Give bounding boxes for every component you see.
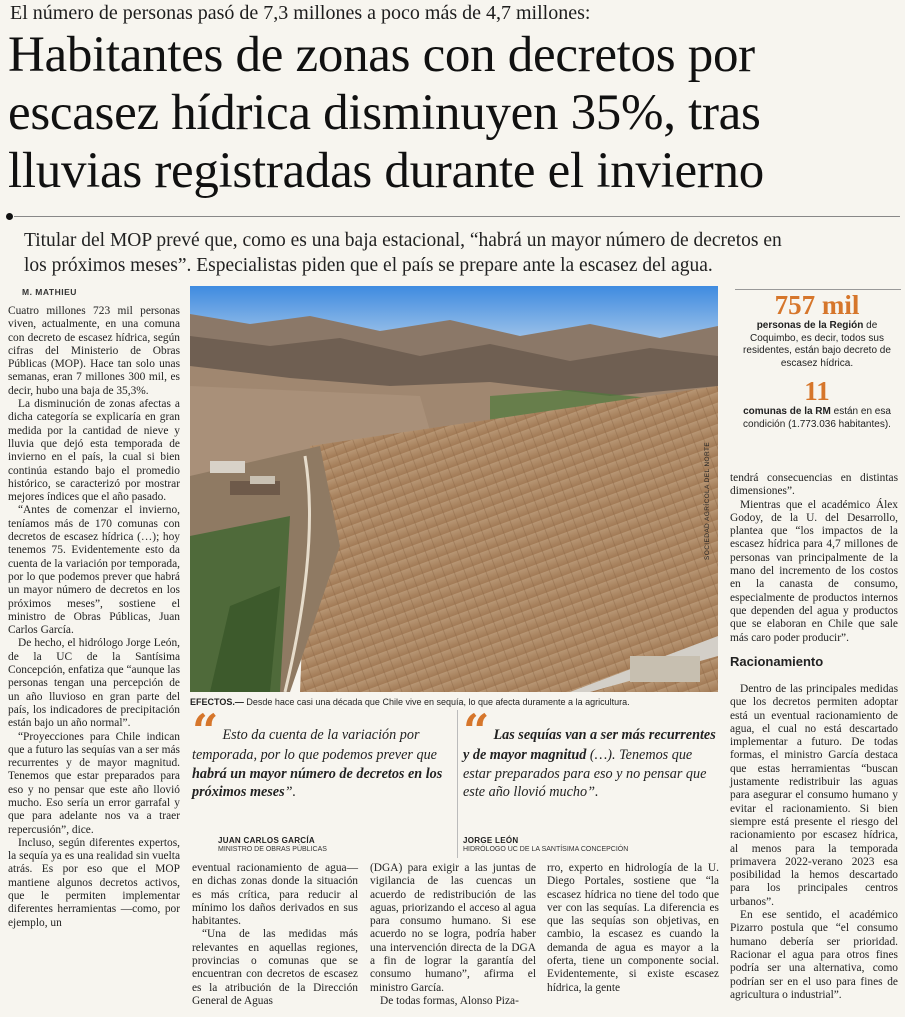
- bullet-dot: [6, 213, 13, 220]
- fact-text: de Coquimbo, es decir, todos sus residentes, están bajo decreto de escasez hídrica.: [743, 320, 891, 369]
- quote-text-bold: habrá un mayor número de decretos en los próximos meses: [192, 765, 443, 801]
- paragraph: Cuatro millones 723 mil personas viven, actualmente, en una comuna con decreto de escasez hídrica, según cifras del Ministerio de Obras Públicas (MOP). Hace tan solo unas semanas, eran 7 millones 300 mil, es decir, hubo una baja de 35,3%.: [8, 305, 180, 397]
- article-photo: [190, 286, 718, 692]
- paragraph: Mientras que el académico Álex Godoy, de la U. del Desarrollo, plantea que “los impactos de la escasez hídrica para 4,7 millones de personas van principalmente de la mano del incremento de los costos en la canasta de consumo, especialmente de productos internos que dependen del agua y productos que se elaboran en Chile que sale más caro poder producir”.: [730, 498, 898, 644]
- paragraph: Incluso, según diferentes expertos, la sequía ya es una realidad sin vuelta atrás. Es por eso que el MOP mantiene algunos decretos activos, que le permiten implementar diferentes herramientas —como, por ejemplo, un: [8, 836, 180, 929]
- quote-mark-icon: “: [463, 704, 490, 758]
- kicker: El número de personas pasó de 7,3 millones a poco más de 4,7 millones:: [10, 2, 591, 24]
- caption-text: Desde hace casi una década que Chile vive en sequía, lo que afecta duramente a la agricultura.: [243, 697, 630, 707]
- fact-text-bold: personas de la Región: [756, 320, 864, 331]
- headline-line: escasez hídrica disminuyen 35%, tras: [8, 85, 761, 141]
- photo-caption: [190, 697, 720, 707]
- quote-attribution-2: [463, 836, 628, 853]
- quote-text-bold: Las sequías van a ser más recurrentes y de mayor magnitud: [463, 727, 716, 763]
- paragraph: Dentro de las principales medidas que los decretos permiten adoptar está un eventual racionamiento de agua, el cual no está descartado implementar a futuro. De todas formas, el ministro García destaca que estas herramientas “buscan justamente redistribuir las aguas para asegurar el consumo humano y evitar el racionamiento. Si bien siempre está presente el riesgo del racionamiento por escasez hídrica, al menos para la temporada primavera 2022-verano 2023 esa posibilidad la hemos descartado para los principales centros urbanos”.: [730, 683, 898, 908]
- vineyard-landscape-image: [190, 286, 718, 692]
- quote-divider: [457, 710, 458, 858]
- article-column-3: [370, 862, 536, 1008]
- quote-role: HIDRÓLOGO UC DE LA SANTÍSIMA CONCEPCIÓN: [463, 846, 629, 853]
- paragraph: eventual racionamiento de agua— en dichas zonas donde la situación es más crítica, para reducir al mínimo los daños derivados en sus habitantes.: [192, 862, 358, 928]
- paragraph: (DGA) para exigir a las juntas de vigilancia de las cuencas un acuerdo de redistribución de las aguas, priorizando el acceso al agua para consumo humano. Si ese acuerdo no se logra, podría haber una intervención directa de la DGA a fin de lograr la garantía del consumo humano”, afirma el ministro García.: [370, 862, 536, 994]
- paragraph: “Una de las medidas más relevantes en aquellas regiones, provincias o comunas que se encuentran con decretos de escasez es la atribución de la Dirección General de Aguas: [192, 928, 358, 1007]
- deck-line: Titular del MOP prevé que, como es una baja estacional, “habrá un mayor número de decretos en: [24, 230, 782, 251]
- paragraph: De hecho, el hidrólogo Jorge León, de la UC de la Santísima Concepción, enfatiza que “aunque las personas tengan una percepción de un año lluvioso en gran parte del país, los indicadores de precipitación están bajo un año normal”.: [8, 637, 180, 730]
- quote-mark-icon: “: [192, 704, 219, 758]
- article-column-5-bottom: [730, 683, 898, 1002]
- caption-label: EFECTOS.—: [190, 697, 244, 707]
- article-column-5-top: [730, 472, 898, 645]
- factbox: [734, 290, 900, 431]
- article-column-2: [192, 862, 358, 1008]
- quote-author: JUAN CARLOS GARCÍA: [218, 836, 315, 845]
- deck-line: los próximos meses”. Especialistas piden que el país se prepare ante la escasez del agua.: [24, 255, 713, 276]
- paragraph: “Proyecciones para Chile indican que a futuro las sequías van a ser más recurrentes y de mayor magnitud. Tenemos que estar preparados para eso y no pensar que este año llovió mucho. Eso sería un error garrafal y que para adelante nos va a traer repercusión”, dice.: [8, 730, 180, 836]
- quote-attribution-1: [218, 836, 327, 853]
- fact-number-2: 11: [804, 376, 830, 406]
- quote-text: Esto da cuenta de la variación por temporada, por lo que podemos prever que: [192, 727, 437, 763]
- deck: [24, 228, 894, 278]
- headline-line: lluvias registradas durante el invierno: [8, 143, 764, 199]
- paragraph: De todas formas, Alonso Piza-: [380, 994, 519, 1007]
- paragraph: En ese sentido, el académico Pizarro postula que “el consumo humano debería ser prioridad. Racionar el agua para otros fines podría ser una alternativa, como podrían ser en el uso para fines de agricultura o industrial”.: [730, 909, 898, 1001]
- quote-role: MINISTRO DE OBRAS PÚBLICAS: [218, 846, 327, 853]
- fact-text-2: [734, 406, 900, 431]
- quote-text: ”.: [284, 784, 297, 801]
- paragraph: La disminución de zonas afectas a dicha categoría se explicaría en gran medida por la cantidad de nieve y lluvia que dejó esta temporada de invierno en el país, la cual si bien continúa estando bajo el promedio histórico, se caracterizó por mostrar mejores índices que el año pasado.: [8, 398, 180, 504]
- fact-number-1: 757 mil: [774, 290, 860, 320]
- headline-line: Habitantes de zonas con decretos por: [8, 27, 755, 83]
- quote-author: JORGE LEÓN: [463, 836, 519, 845]
- byline: M. MATHIEU: [22, 287, 77, 297]
- quote-text: (…). Tenemos que estar preparados para eso y no pensar que este año llovió mucho”.: [463, 747, 707, 801]
- photo-credit: SOCIEDAD AGRÍCOLA DEL NORTE: [704, 441, 711, 560]
- article-column-4: [547, 862, 719, 995]
- paragraph: rro, experto en hidrología de la U. Diego Portales, sostiene que “la escasez hídrica no tiene del todo que ver con las sequías. La diferencia es que las sequías son objetivas, en cambio, la escasez es cuando la demanda de agua es mayor a la oferta, tiene un componente social. Evidentemente, si existe escasez hídrica, la gente: [547, 862, 719, 994]
- paragraph: tendrá consecuencias en distintas dimensiones”.: [730, 472, 898, 498]
- pull-quote-1: [192, 704, 452, 802]
- headline: [8, 26, 903, 200]
- fact-text: están en esa condición (1.773.036 habitantes).: [743, 406, 891, 430]
- fact-text-1: [734, 320, 900, 370]
- divider: [14, 216, 900, 217]
- section-subhead: Racionamiento: [730, 654, 824, 669]
- pull-quote-2: [463, 704, 723, 802]
- fact-text-bold: comunas de la RM: [743, 406, 831, 417]
- article-column-1: [8, 305, 180, 930]
- paragraph: “Antes de comenzar el invierno, teníamos más de 170 comunas con decretos de escasez hídrica (…); hoy tenemos 75. Evidentemente esto da cuenta de la variación por temporada, por lo que podemos prever que habrá un mayor número de decretos en los próximos meses”, sostiene el ministro de Obras Públicas, Juan Carlos García.: [8, 504, 180, 637]
